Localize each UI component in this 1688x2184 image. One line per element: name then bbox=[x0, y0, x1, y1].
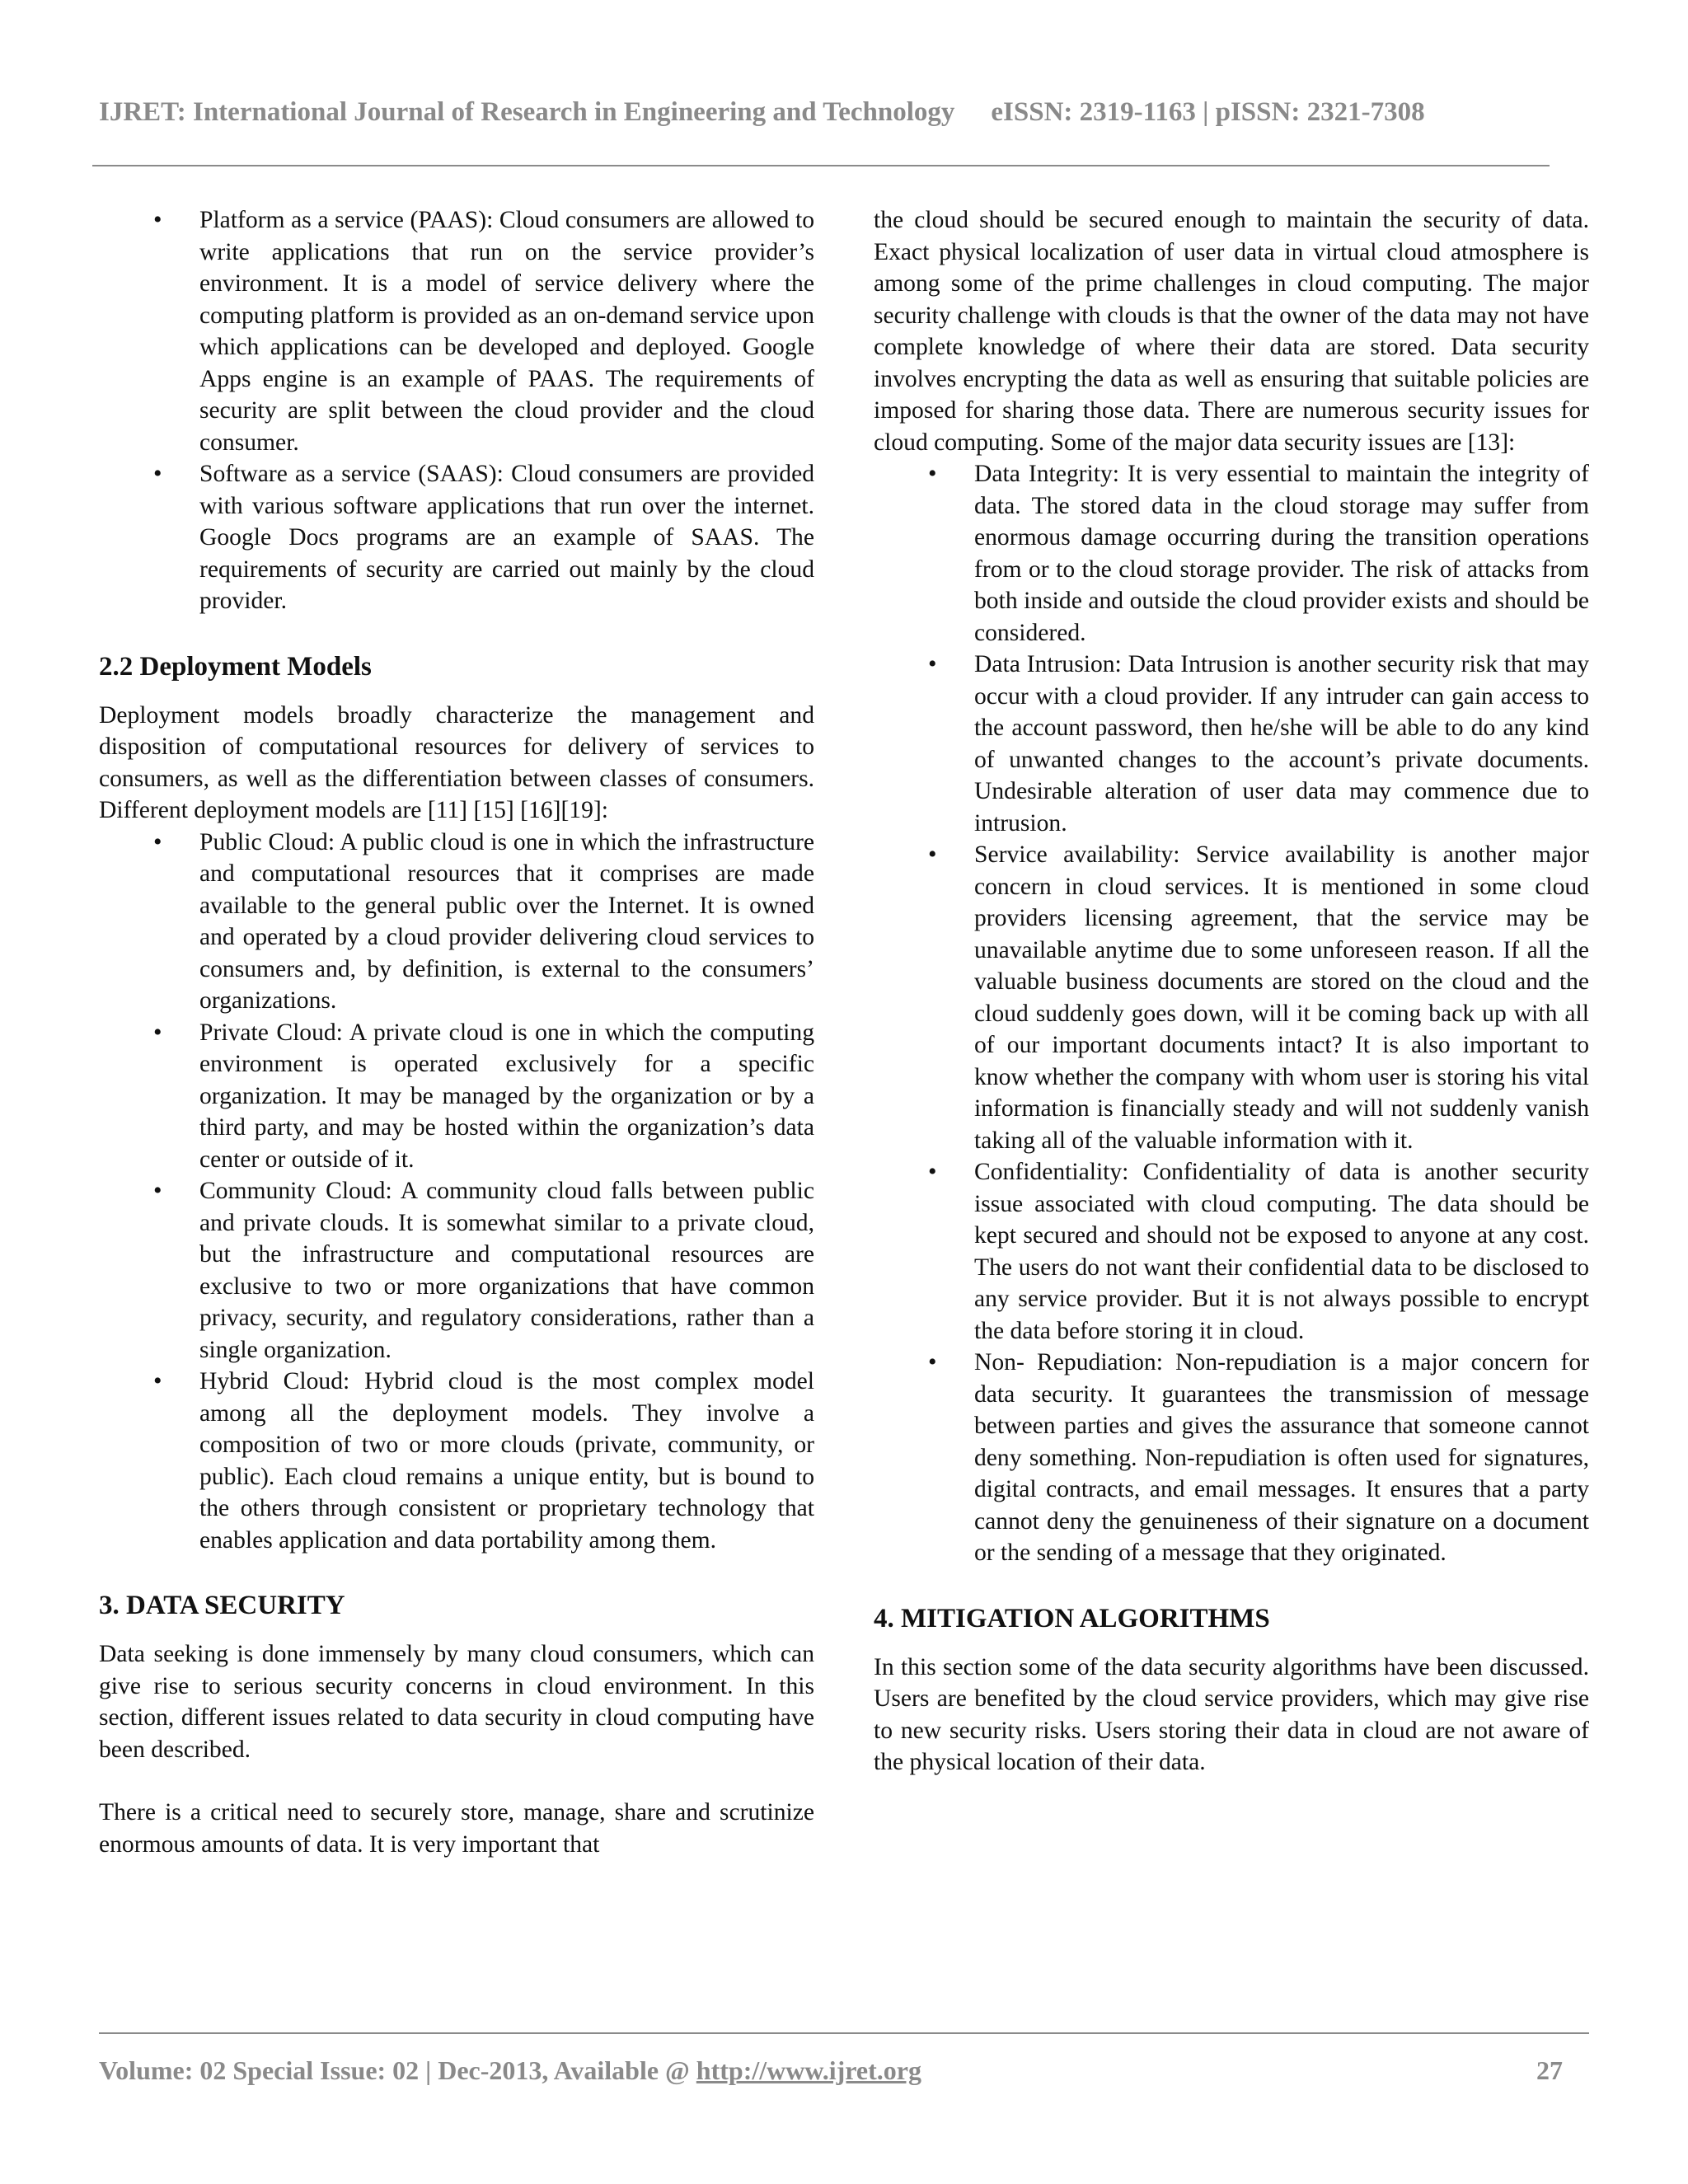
list-item-paas: • Platform as a service (PAAS): Cloud consumers are allowed to write applications that run on the service provider’s environment. It is a model of service delivery where the computing platform is provided as an on-demand service upon which applications can be developed and deployed. Google Apps engine is an example of PAAS. The requirements of security are split between the cloud provider and the cloud consumer. bbox=[99, 204, 814, 458]
data-security-paragraph-1: Data seeking is done immensely by many cloud consumers, which can give rise to serious security concerns in cloud environment. In this section, different issues related to data security in cloud computing have been described. bbox=[99, 1641, 814, 1763]
deployment-intro-paragraph: Deployment models broadly characterize the management and disposition of computational resources for delivery of services to consumers, as well as the differentiation between classes of consumers. Different deployment models are [11] [15] [16][19]: bbox=[99, 701, 814, 823]
service-models-list bbox=[99, 204, 814, 617]
list-item-community-cloud: • Community Cloud: A community cloud falls between public and private clouds. It is somewhat similar to a private cloud, but the infrastructure and computational resources are exclusive to two or more organizations that have common privacy, security, and regulatory considerations, rather than a single organization. bbox=[99, 1175, 814, 1366]
list-item-service-availability: • Service availability: Service availability is another major concern in cloud services. It is mentioned in some cloud providers licensing agreement, that the service may be unavailable anytime due to some unforeseen reason. If all the valuable business documents are stored on the cloud and the cloud suddenly goes down, will it be coming back up with all of our important documents intact? It is also important to know whether the company with whom user is storing his vital information is financially steady and will not suddenly vanish taking all of the valuable information with it. bbox=[874, 839, 1589, 1156]
security-issues-list bbox=[874, 458, 1589, 1569]
data-security-paragraph-2: There is a critical need to securely store, manage, share and scrutinize enormous amounts of data. It is very important that bbox=[99, 1799, 814, 1858]
journal-website-link[interactable]: http://www.ijret.org bbox=[696, 2055, 921, 2085]
list-item-public-cloud: • Public Cloud: A public cloud is one in which the infrastructure and computational resources that it comprises are made available to the general public over the Internet. It is owned and operated by a cloud provider delivering cloud services to consumers and, by definition, is external to the consumers’ organizations. bbox=[99, 827, 814, 1017]
left-column bbox=[99, 204, 814, 1860]
running-header bbox=[99, 97, 1550, 130]
list-item-non-repudiation: • Non- Repudiation: Non-repudiation is a major concern for data security. It guarantees the transmission of message between parties and gives the assurance that someone cannot deny something. Non-repudiation is often used for signatures, digital contracts, and email messages. It ensures that a party cannot deny the genuineness of their signature on a document or the sending of a message that they originated. bbox=[874, 1347, 1589, 1569]
issn-numbers: eISSN: 2319-1163 | pISSN: 2321-7308 bbox=[991, 97, 1425, 127]
mitigation-paragraph: In this section some of the data security algorithms have been discussed. Users are benefited by the cloud service providers, which may give rise to new security risks. Users storing their data in cloud are not aware of the physical location of their data. bbox=[874, 1653, 1589, 1775]
running-footer bbox=[99, 2055, 1589, 2088]
header-divider bbox=[92, 165, 1550, 166]
list-item-private-cloud: • Private Cloud: A private cloud is one in which the computing environment is operated exclusively for a specific organization. It may be managed by the organization or by a third party, and may be hosted within the organization’s data center or outside of it. bbox=[99, 1017, 814, 1176]
page-number: 27 bbox=[1536, 2055, 1563, 2085]
right-column bbox=[874, 204, 1589, 1779]
section-heading-data-security: 3. DATA SECURITY bbox=[99, 1591, 345, 1620]
footer-divider bbox=[99, 2032, 1589, 2034]
list-item-confidentiality: • Confidentiality: Confidentiality of data is another security issue associated with cloud computing. The data should be kept secured and should not be exposed to anyone at any cost. The users do not want their confidential data to be disclosed to any service provider. But it is not always possible to encrypt the data before storing it in cloud. bbox=[874, 1156, 1589, 1347]
list-item-data-integrity: • Data Integrity: It is very essential to maintain the integrity of data. The stored data in the cloud storage may suffer from enormous damage occurring during the transition operations from or to the cloud storage provider. The risk of attacks from both inside and outside the cloud provider exists and should be considered. bbox=[874, 458, 1589, 649]
data-security-continuation: the cloud should be secured enough to maintain the security of data. Exact physical localization of user data in virtual cloud atmosphere is among some of the prime challenges in cloud computing. The major security challenge with clouds is that the owner of the data may not have complete knowledge of where their data are stored. Data security involves encrypting the data as well as ensuring that suitable policies are imposed for sharing those data. There are numerous security issues for cloud computing. Some of the major data security issues are [13]: bbox=[874, 207, 1589, 456]
volume-info: Volume: 02 Special Issue: 02 | Dec-2013, Available @ bbox=[99, 2055, 696, 2085]
journal-title: IJRET: International Journal of Research in Engineering and Technology bbox=[99, 97, 955, 127]
list-item-saas: • Software as a service (SAAS): Cloud consumers are provided with various software applications that run over the internet. Google Docs programs are an example of SAAS. The requirements of security are carried out mainly by the cloud provider. bbox=[99, 458, 814, 617]
deployment-models-list bbox=[99, 827, 814, 1557]
section-heading-mitigation-algorithms: 4. MITIGATION ALGORITHMS bbox=[874, 1603, 1270, 1633]
list-item-hybrid-cloud: • Hybrid Cloud: Hybrid cloud is the most complex model among all the deployment models. They involve a composition of two or more clouds (private, community, or public). Each cloud remains a unique entity, but is bound to the others through consistent or proprietary technology that enables application and data portability among them. bbox=[99, 1366, 814, 1556]
list-item-data-intrusion: • Data Intrusion: Data Intrusion is another security risk that may occur with a cloud provider. If any intruder can gain access to the account password, then he/she will be able to do any kind of unwanted changes to the account’s private documents. Undesirable alteration of user data may commence due to intrusion. bbox=[874, 649, 1589, 839]
section-heading-deployment-models: 2.2 Deployment Models bbox=[99, 651, 372, 682]
